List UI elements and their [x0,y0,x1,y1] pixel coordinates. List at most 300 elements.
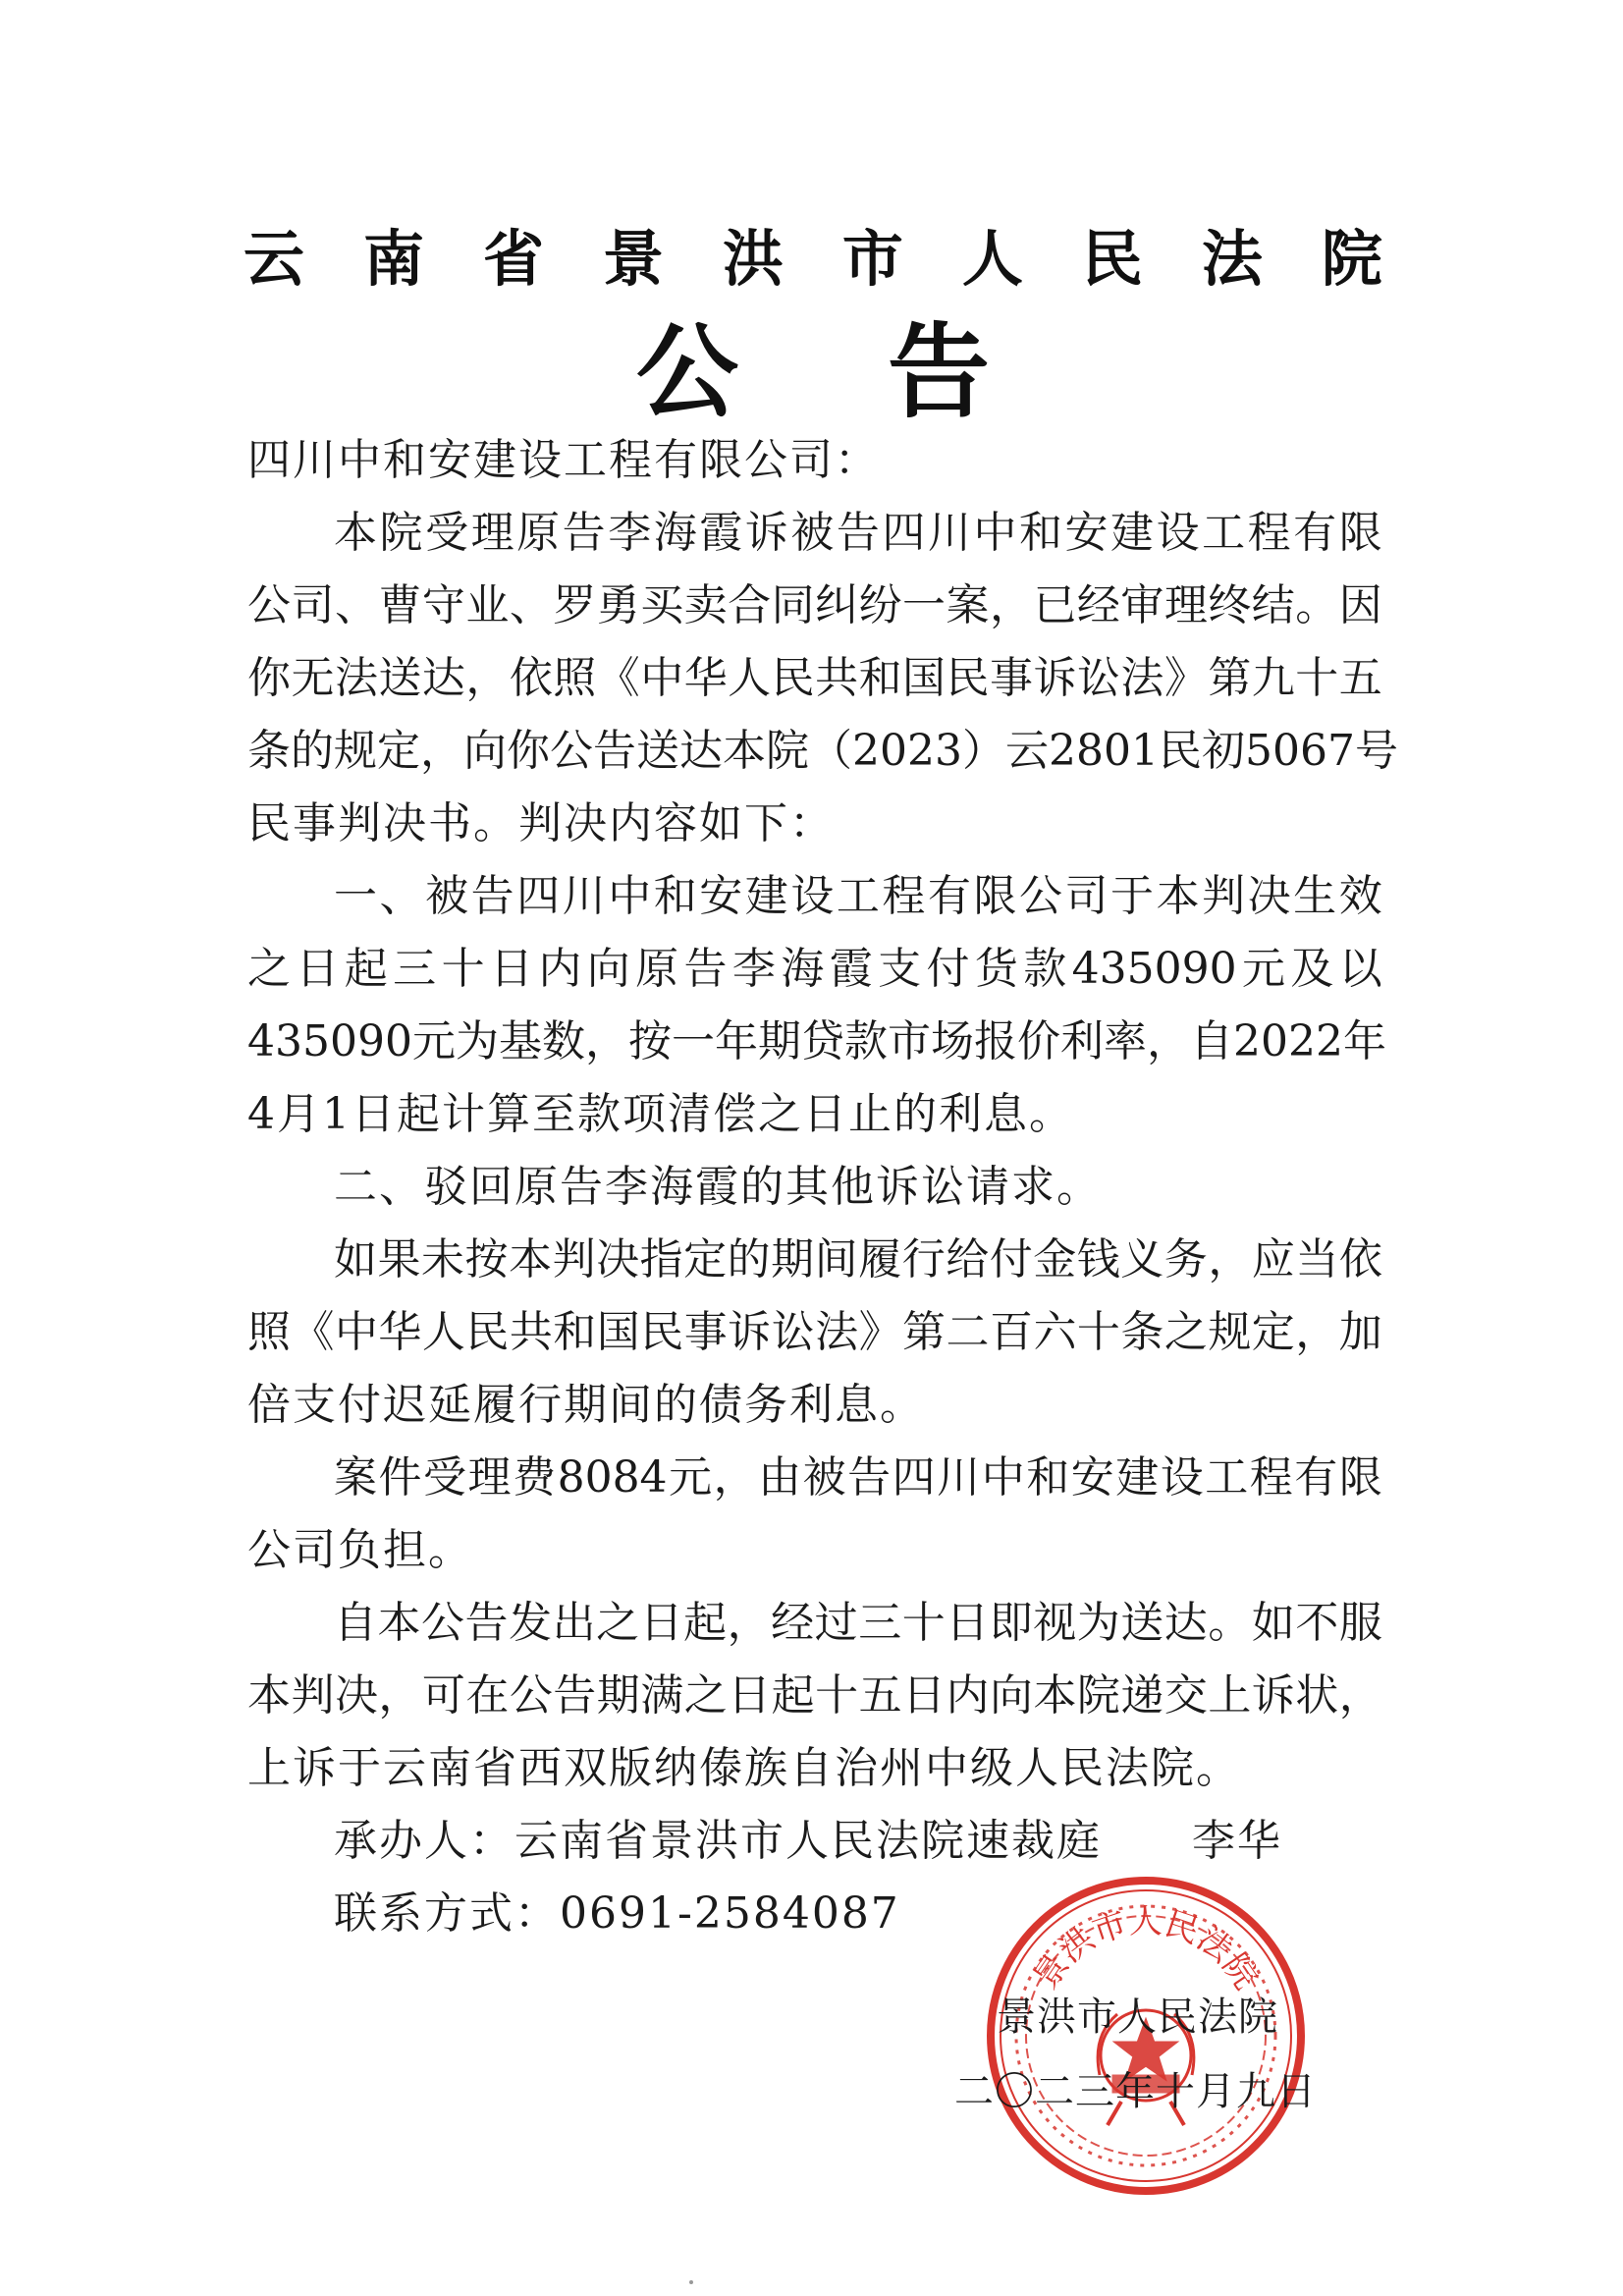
body-token: 院 [1076,1670,1120,1721]
body-token: 定 [377,726,420,776]
body-line [247,715,1398,788]
body-token: 达 [1163,1598,1208,1648]
body-token: 公 [1018,871,1062,921]
court-name-char: 民 [1081,222,1143,295]
body-token: 同 [771,580,815,630]
body-token: 。 [1295,580,1339,630]
body-token: 一 [334,871,377,921]
body-token: 本 [1033,1670,1077,1721]
court-name-char: 省 [482,222,544,295]
body-token: 决 [596,1234,640,1285]
body-token: 五 [858,1670,902,1721]
body-token: 你 [507,726,550,776]
body-token: 理 [470,508,514,558]
body-token: 付 [989,1234,1033,1285]
body-token: 建 [744,871,788,921]
body-token: 工 [1205,1452,1249,1503]
body-token: 期 [596,1670,640,1721]
body-line: 上诉于云南省西双版纳傣族自治州中级人民法院。 [247,1743,1241,1793]
body-token: 件 [378,1452,422,1503]
body-token: 第 [1208,653,1252,703]
body-line [247,642,1382,715]
body-token: 川 [927,508,971,558]
body-token: 十 [815,1670,859,1721]
body-token: 受 [423,1452,467,1503]
body-token: 435090 [1071,944,1237,994]
body-token: 霞 [699,508,743,558]
body-token: 程 [882,871,926,921]
body-token: 告 [464,1598,509,1648]
body-token: 视 [1033,1598,1077,1648]
body-token: 合 [728,580,772,630]
body-token: 生 [1293,871,1337,921]
body-token: 法 [815,1307,859,1357]
body-token: 当 [1295,1234,1339,1285]
body-token: 年 [1342,1016,1386,1066]
body-token: 送 [378,653,422,703]
body-token: 上 [1208,1670,1252,1721]
body-token: 未 [421,1234,465,1285]
body-token: 六 [1033,1307,1077,1357]
body-token: 服 [1338,1598,1382,1648]
body-token: 人 [421,1307,465,1357]
handler-line: 承办人：云南省景洪市人民法院速裁庭 李华 [334,1816,1282,1866]
body-token: ， [584,1016,628,1066]
body-token: 国 [902,653,947,703]
body-token: 规 [1208,1307,1252,1357]
body-token: 报 [973,1016,1017,1066]
body-token: 2801 [1048,726,1159,776]
body-token: 公 [421,1598,465,1648]
body-token: 院 [379,508,423,558]
body-token: 诉 [744,508,788,558]
body-token: 款 [1023,944,1067,994]
scan-dot [689,2280,693,2284]
body-token: 日 [296,944,340,994]
body-token: 场 [930,1016,974,1066]
body-token: 限 [1338,508,1382,558]
body-token: 本 [334,508,377,558]
body-token: 安 [1064,508,1109,558]
body-token: 三 [393,944,437,994]
body-token: 安 [699,871,743,921]
body-token: 程 [1247,508,1291,558]
body-token: 第 [902,1307,947,1357]
body-token: 九 [1251,653,1295,703]
body-token: 2022 [1232,1016,1343,1066]
body-token: 状 [1295,1670,1339,1721]
body-token: 达 [679,726,723,776]
body-token: 法 [1120,653,1164,703]
body-token: 如 [334,1234,377,1285]
body-token: 民 [946,653,990,703]
body-token: 金 [1033,1234,1077,1285]
court-name-char: 市 [841,222,903,295]
addressee: 四川中和安建设工程有限公司： [247,435,880,485]
notice-title-char: 公 [636,312,739,432]
body-token: 递 [1120,1670,1164,1721]
body-token: 设 [790,871,835,921]
body-token: 市 [887,1016,931,1066]
body-token: 案 [334,1452,377,1503]
body-token: 纠 [815,580,859,630]
body-token: 如 [1251,1598,1295,1648]
body-token: 间 [814,1234,858,1285]
body-token: 8084 [557,1452,668,1503]
body-line [247,1587,1382,1660]
body-token: 和 [858,653,902,703]
body-token: 十 [901,1598,946,1648]
court-name-char: 景 [602,222,664,295]
body-line: 4月1日起计算至款项清偿之日止的利息。 [247,1089,1074,1139]
body-line [247,570,1382,642]
body-token: 内 [538,944,582,994]
body-token: 之 [683,1670,728,1721]
body-token: 讼 [1076,653,1120,703]
body-token: 中 [973,508,1017,558]
body-token: 告 [683,944,728,994]
body-token: 本 [1156,871,1200,921]
body-token: 曹 [378,580,422,630]
body-token: 条 [1120,1307,1164,1357]
body-token: 规 [334,726,377,776]
body-token: 向 [586,944,630,994]
body-token: ， [378,1670,422,1721]
body-token: 依 [509,653,553,703]
body-token: 以 [1338,944,1382,994]
body-token: 5067 [1244,726,1355,776]
body-token: 元 [669,1452,713,1503]
body-token: 无 [291,653,335,703]
body-token: 定 [1251,1307,1295,1357]
body-token: 条 [247,726,291,776]
body-token: 讼 [771,1307,815,1357]
body-token: 案 [946,580,990,630]
body-token: 过 [814,1598,858,1648]
body-token: 有 [927,871,971,921]
body-token: 司 [291,580,335,630]
body-token: 共 [509,1307,553,1357]
body-token: 《 [291,1307,335,1357]
body-token: 货 [974,944,1018,994]
body-token: 自 [1189,1016,1233,1066]
body-token: 公 [247,580,291,630]
body-token: 有 [1294,1452,1338,1503]
body-token: 由 [758,1452,802,1503]
body-token: 告 [593,726,636,776]
body-token: 付 [926,944,970,994]
body-token: 一 [902,580,947,630]
body-token: 照 [553,653,597,703]
body-token: 价 [1016,1016,1060,1066]
body-token: 照 [247,1307,291,1357]
body-token: 。 [1208,1598,1252,1648]
body-token: ， [465,653,510,703]
body-token: 即 [989,1598,1033,1648]
body-token: 国 [596,1307,640,1357]
body-token: ， [713,1452,757,1503]
body-token: 受 [425,508,469,558]
body-token: ， [420,726,463,776]
body-token: 十 [1295,653,1339,703]
body-token: 民 [771,653,815,703]
body-token: 告 [553,1670,597,1721]
body-token: 依 [1338,1234,1382,1285]
body-line [247,1442,1382,1514]
body-token: 设 [1160,1452,1204,1503]
body-token: 按 [464,1234,509,1285]
body-token: 起 [344,944,388,994]
body-token: 起 [683,1598,728,1648]
body-line [247,1006,1386,1078]
body-token: 司 [1064,871,1109,921]
body-token: 经 [1076,580,1120,630]
body-token: 元 [411,1016,456,1066]
body-token: 决 [334,1670,378,1721]
body-token: 款 [843,1016,888,1066]
body-token: 终 [1208,580,1252,630]
body-token: 二 [946,1307,990,1357]
body-token: 业 [465,580,510,630]
court-name-char: 南 [362,222,424,295]
body-line: 倍支付迟延履行期间的债务利息。 [247,1380,925,1430]
body-token: 川 [562,871,606,921]
body-token: 送 [636,726,679,776]
body-token: 本 [723,726,766,776]
body-token: 被 [425,871,469,921]
body-token: ， [727,1598,771,1648]
body-token: 出 [552,1598,596,1648]
body-token: 日 [902,1670,947,1721]
body-token: 告 [836,508,880,558]
body-token: 诉 [1033,653,1077,703]
seal-arc-text: 景洪市人民法院 [1026,1902,1266,1996]
body-token: 于 [1110,871,1155,921]
body-token: 支 [878,944,922,994]
body-token: 人 [728,653,772,703]
body-token: 达 [421,653,465,703]
body-token: 发 [509,1598,553,1648]
body-token: 指 [639,1234,683,1285]
body-token: 贷 [800,1016,844,1066]
body-token: 《 [596,653,640,703]
body-token: 日 [639,1598,683,1648]
body-token: 的 [291,726,334,776]
body-token: 四 [516,871,561,921]
body-token: 交 [1163,1670,1208,1721]
body-token: 本 [377,1598,421,1648]
body-token: 告 [562,508,606,558]
body-token: 被 [802,1452,846,1503]
body-token: ， [1208,1234,1252,1285]
body-token: 行 [901,1234,946,1285]
body-token: 之 [596,1598,640,1648]
body-token: 结 [1251,580,1295,630]
body-token: 期 [771,1234,815,1285]
body-token: 在 [465,1670,510,1721]
body-token: 民 [465,1307,510,1357]
body-token: 之 [1163,1307,1208,1357]
body-line [247,933,1382,1006]
body-token: 日 [946,1598,990,1648]
body-token: 海 [653,508,697,558]
body-token: 号 [1354,726,1398,776]
body-token: 五 [1338,653,1382,703]
body-line [247,1296,1382,1369]
body-token: 理 [467,1452,512,1503]
body-token: 、 [334,580,378,630]
body-token: 卖 [683,580,728,630]
body-token: 率 [1103,1016,1147,1066]
body-token: 费 [513,1452,557,1503]
body-token: 诉 [728,1307,772,1357]
body-token: 一 [671,1016,715,1066]
body-token: 十 [1076,1307,1120,1357]
body-token: 李 [608,508,652,558]
body-token: 起 [771,1670,815,1721]
body-token: 加 [1338,1307,1382,1357]
body-token: 纷 [858,580,902,630]
body-token: 海 [781,944,825,994]
body-token: 和 [653,871,697,921]
body-token: 理 [1163,580,1208,630]
body-token: 买 [640,580,684,630]
body-token: 期 [757,1016,801,1066]
body-token: 向 [989,1670,1033,1721]
body-line: 公司负担。 [247,1525,473,1575]
body-token: 审 [1120,580,1164,630]
body-token: 按 [627,1016,672,1066]
body-token: 日 [728,1670,772,1721]
body-line [247,1224,1382,1296]
body-token: 数 [541,1016,585,1066]
body-token: 初 [1201,726,1245,776]
body-token: 原 [516,508,561,558]
body-token: 定 [683,1234,728,1285]
court-name-char: 法 [1201,222,1263,295]
court-name-char: 洪 [722,222,784,295]
body-token: 已 [1033,580,1077,630]
body-token: 被 [790,508,835,558]
body-token: 内 [946,1670,990,1721]
body-token: ， [1146,1016,1190,1066]
body-token: 判 [552,1234,596,1285]
body-token: 中 [640,653,684,703]
body-token: 之 [247,944,291,994]
body-token: 程 [1249,1452,1293,1503]
body-token: 建 [1115,1452,1160,1503]
body-token: 限 [1338,1452,1382,1503]
body-token: 自 [334,1598,377,1648]
body-token: 限 [973,871,1017,921]
body-token: 本 [247,1670,291,1721]
body-token: 守 [421,580,465,630]
body-token: 中 [981,1452,1025,1503]
body-token: 工 [836,871,880,921]
court-name-char: 人 [961,222,1023,295]
body-token: 送 [1120,1598,1164,1648]
body-token: 日 [489,944,533,994]
body-token: 十 [441,944,485,994]
body-token: 》 [1163,653,1208,703]
body-token: 川 [937,1452,981,1503]
body-token: 钱 [1076,1234,1120,1285]
body-token: 》 [858,1307,902,1357]
body-token: 为 [455,1016,499,1066]
body-token: 和 [553,1307,597,1357]
body-token: 本 [509,1234,553,1285]
body-token: 和 [1026,1452,1070,1503]
body-token: 义 [1120,1234,1164,1285]
body-token: 法 [334,653,378,703]
notice-body [247,424,1398,1950]
signature-date: 二〇二三年十月九日 [954,2069,1317,2114]
body-token: 果 [377,1234,421,1285]
body-token: 满 [640,1670,684,1721]
body-token: ， [1295,1307,1339,1357]
body-token: 建 [1110,508,1155,558]
body-token: 判 [291,1670,335,1721]
body-token: 事 [683,1307,728,1357]
body-token: 公 [509,1670,553,1721]
body-token: 民 [640,1307,684,1357]
body-token: 、 [509,580,553,630]
body-token: 经 [771,1598,815,1648]
body-token: 基 [498,1016,542,1066]
contact-line: 联系方式：0691-2584087 [334,1888,900,1939]
body-token: 公 [550,726,593,776]
body-token: 中 [608,871,652,921]
body-token: 年 [714,1016,758,1066]
body-token: 判 [1202,871,1246,921]
body-token: 民 [1158,726,1202,776]
notice-title-char: 告 [887,312,990,432]
body-token: 务 [1163,1234,1208,1285]
body-token: 为 [1076,1598,1120,1648]
body-token: 利 [1059,1016,1104,1066]
body-token: 工 [1202,508,1246,558]
body-token: 的 [727,1234,771,1285]
body-token: 告 [470,871,514,921]
body-token: 勇 [596,580,640,630]
body-token: 效 [1338,871,1382,921]
body-token: 三 [858,1598,902,1648]
court-name-char: 院 [1321,222,1382,295]
body-token: 四 [892,1452,936,1503]
body-token: 和 [1018,508,1062,558]
body-token: 四 [882,508,926,558]
body-token: 共 [815,653,859,703]
body-token: ， [1338,1670,1382,1721]
body-line [247,497,1382,570]
body-token: 霞 [829,944,873,994]
body-token: 有 [1293,508,1337,558]
body-line: 民事判决书。判决内容如下： [247,798,835,848]
body-token: 事 [989,653,1033,703]
body-token: 罗 [553,580,597,630]
body-token: 不 [1295,1598,1339,1648]
notice-heading [636,304,990,432]
body-token: 元 [1242,944,1285,994]
body-token: 给 [946,1234,990,1285]
body-line [247,860,1382,933]
body-token: 435090 [247,1016,412,1066]
body-token: 设 [1156,508,1200,558]
body-token: 百 [989,1307,1033,1357]
body-token: 诉 [1251,1670,1295,1721]
body-token: 可 [421,1670,465,1721]
body-token: 因 [1338,580,1382,630]
